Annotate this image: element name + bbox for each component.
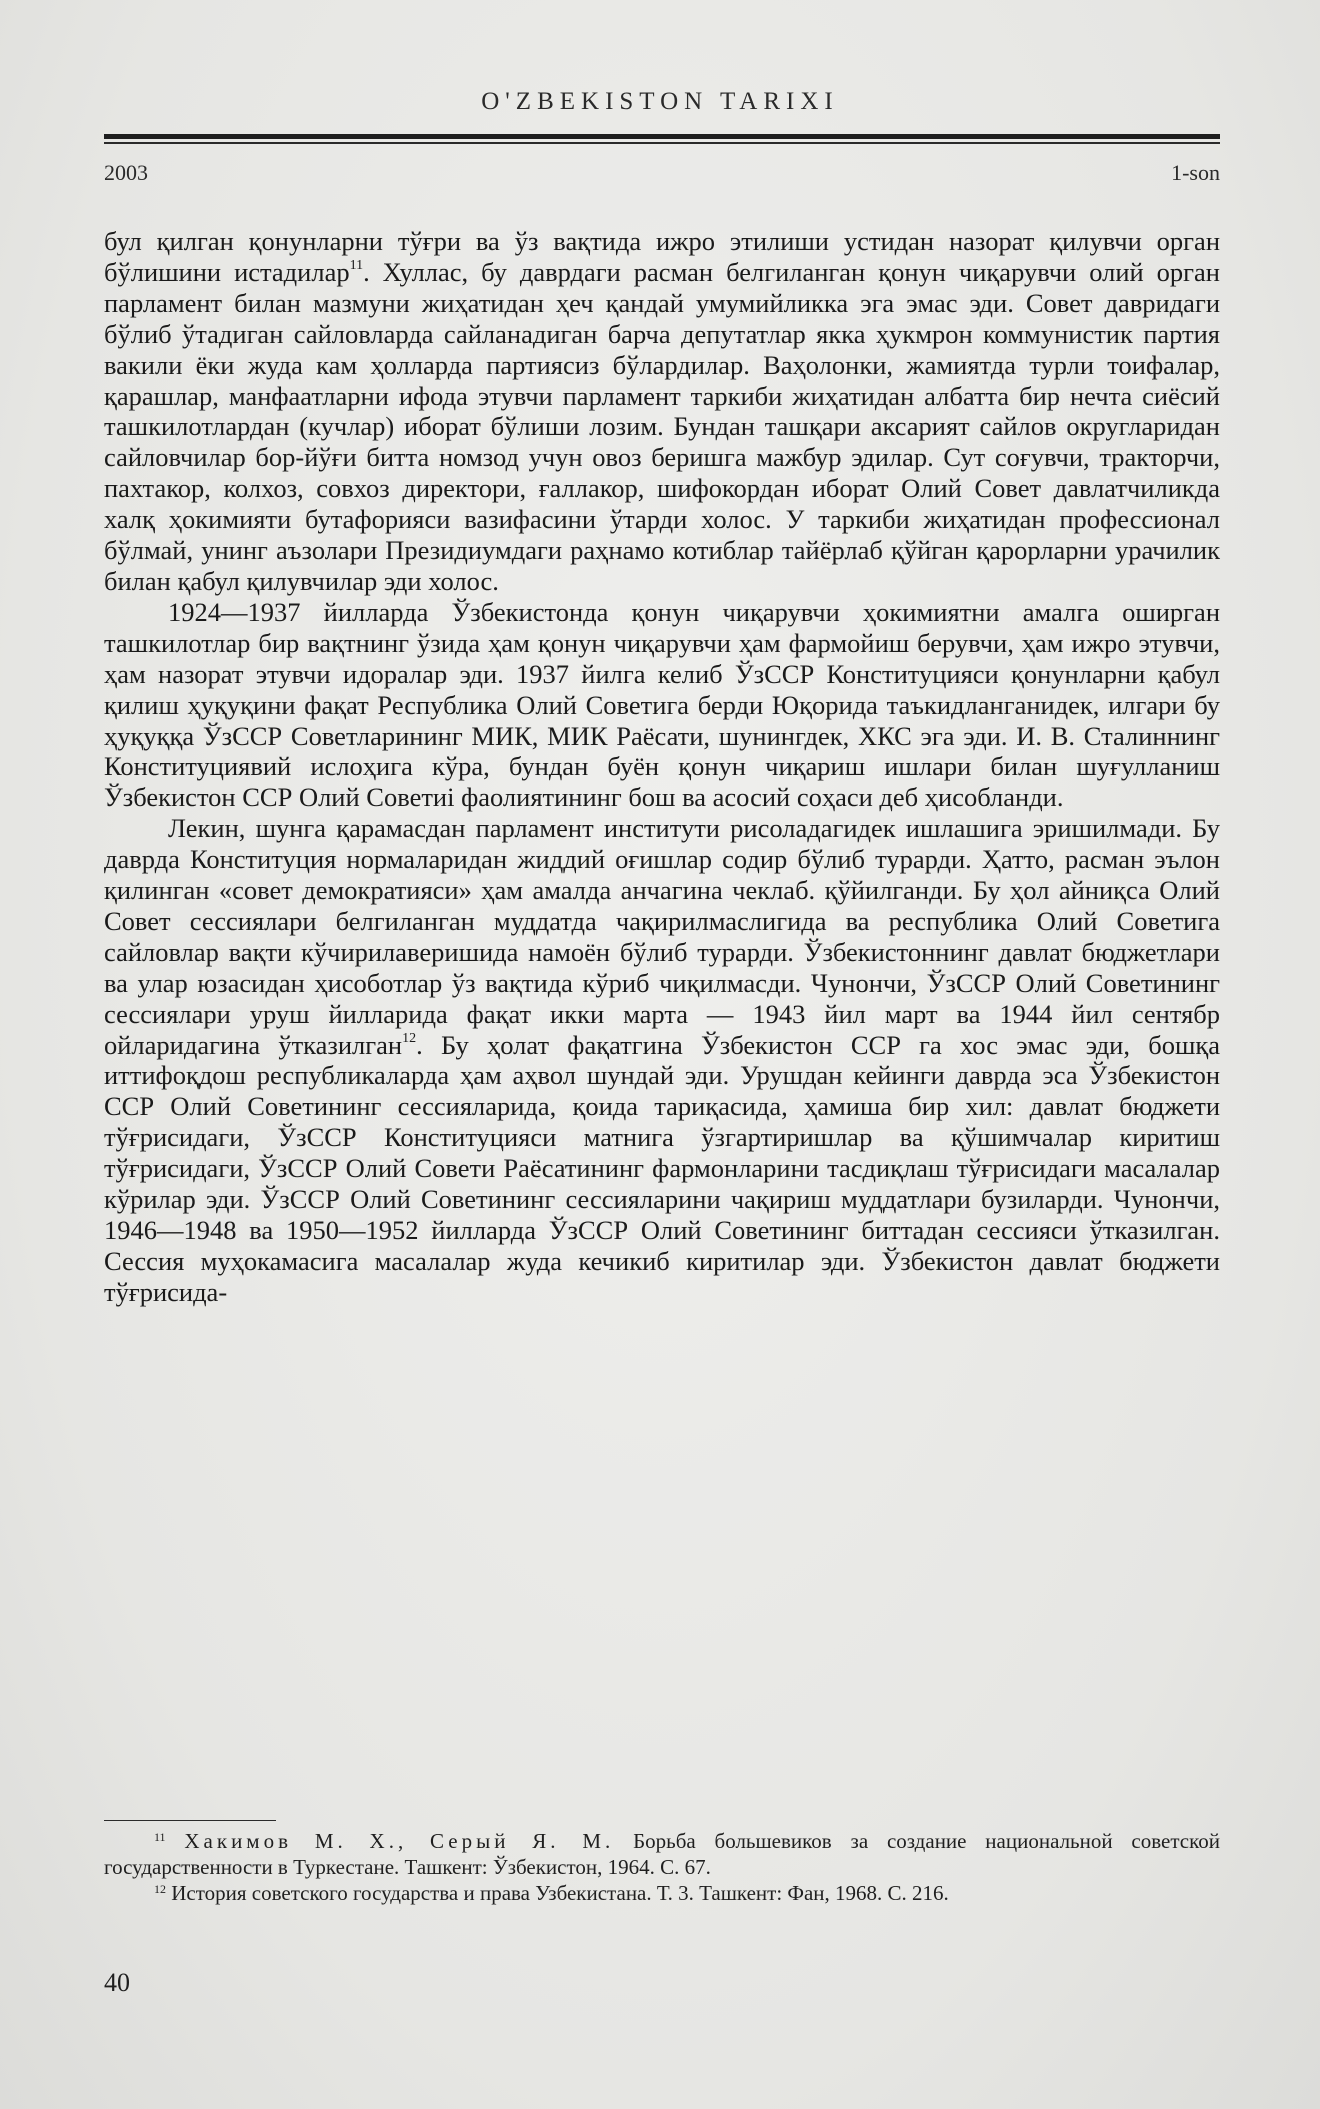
paragraph-2: 1924—1937 йилларда Ўзбекистонда қонун чиқарувчи ҳокимиятни амалга оширган ташкилотлар бир вақтнинг ўзида ҳам қонун чиқарувчи ҳам фармойиш берувчи, ҳам ижро этувчи, ҳам назорат этувчи идоралар эди. 1937 йилга келиб ЎзССР Конституцияси қонунларни қабул қилиш ҳуқуқини фақат Республика Олий Советига берди Юқорида таъкидланганидек, илгари бу ҳуқуққа ЎзССР Советларининг МИК, МИК Раёсати, шунингдек, ХКС эга эди. И. В. Сталиннинг Конституциявий ислоҳига кўра, бундан буён қонун чиқариш ишлари билан шуғулланиш Ўзбекистон ССР Олий Советиi фаолиятининг бош ва асосий соҳаси деб ҳисобланди. [104, 596, 1220, 813]
footnote-ref-11: 11 [349, 257, 364, 273]
paragraph-1-part-a: бул қилган қонунларни тўғри ва ўз вақтида ижро этилиши устидан назорат қилувчи орган бўлишини истадилар [104, 226, 1220, 287]
issue-number: 1-son [1171, 160, 1220, 185]
issue-year: 2003 [104, 160, 148, 185]
footnotes [104, 1828, 1220, 1906]
header-rule-thick [104, 134, 1220, 139]
paragraph-3-part-a: Лекин, шунга қарамасдан парламент институти рисоладагидек ишлашига эришилмади. Бу даврда Конституция нормаларидан жиддий оғишлар содир бўлиб турарди. Ҳатто, расман эълон қилинган «совет демократияси» ҳам амалда анчагина чеклаб. қўйилганди. Бу ҳол айниқса Олий Совет сессиялари белгиланган муддатда чақирилмаслигида ва республика Олий Советига сайловлар вақти кўчирилаверишида намоён бўлиб турарди. Ўзбекистоннинг давлат бюджетлари ва улар юзасидан ҳисоботлар ўз вақтида кўриб чиқилмасди. Чунончи, ЎзССР Олий Советининг сессиялари уруш йилларида фақат икки марта — 1943 йил март ва 1944 йил сентябр ойларидагина ўтказилган [104, 813, 1220, 1060]
journal-running-title: O'ZBEKISTON TARIXI [481, 88, 839, 115]
header-rule-thin [104, 142, 1220, 144]
footnote-11-text: Борьба большевиков за создание национальной советской государственности в Туркестане. Ташкент: Ўзбекистон, 1964. С. 67. [104, 1829, 1220, 1879]
paragraph-1-part-b: . Хуллас, бу даврдаги расман белгиланган қонун чиқарувчи олий орган парламент билан мазмуни жиҳатидан ҳеч қандай умумийликка эга эмас эди. Совет давридаги бўлиб ўтадиган сайловларда сайланадиган барча депутатлар якка ҳукмрон коммунистик партия вакили ёки жуда кам ҳолларда партиясиз бўлардилар. Ваҳолонки, жамиятда турли тоифалар, қарашлар, манфаатларни ифода этувчи парламент таркиби жиҳатидан албатта бир нечта сиёсий ташкилотлардан (кучлар) иборат бўлиши лозим. Бундан ташқари аксарият сайлов округларидан сайловчилар бор-йўғи битта номзод учун овоз беришга мажбур эдилар. Сут соғувчи, тракторчи, пахтакор, колхоз, совхоз директори, ғаллакор, шифокордан иборат Олий Совет давлатчиликда халқ ҳокимияти бутафорияси вазифасини ўтарди холос. У таркиби жиҳатидан профессионал бўлмай, унинг аъзолари Президиумдаги раҳнамо котиблар тайёрлаб қўйган қарорларни урачилик билан қабул қилувчилар эди холос. [104, 256, 1220, 596]
article-body [104, 226, 1220, 1308]
footnote-12 [104, 1880, 1220, 1906]
paragraph-1 [104, 226, 1220, 597]
paragraph-3 [104, 813, 1220, 1308]
footnote-12-text: История советского государства и права Узбекистана. Т. 3. Ташкент: Фан, 1968. С. 216. [166, 1881, 949, 1905]
footnote-11 [104, 1828, 1220, 1880]
footnote-11-number: 11 [154, 1830, 166, 1844]
page-number: 40 [104, 1968, 130, 1997]
footnote-ref-12: 12 [402, 1030, 417, 1046]
footnote-11-author: Хакимов М. Х., Серый Я. М. [184, 1829, 615, 1853]
footnote-separator [104, 1820, 276, 1821]
paragraph-3-part-b: . Бу ҳолат фақатгина Ўзбекистон ССР га хос эмас эди, бошқа иттифоқдош республикаларда ҳам аҳвол шундай эди. Урушдан кейинги даврда эса Ўзбекистон ССР Олий Советининг сессияларида, қоида тариқасида, ҳамиша бир хил: давлат бюджети тўғрисидаги, ЎзССР Конституцияси матнига ўзгартиришлар ва қўшимчалар киритиш тўғрисидаги, ЎзССР Олий Совети Раёсатининг фармонларини тасдиқлаш тўғрисидаги масалалар кўрилар эди. ЎзССР Олий Советининг сессияларини чақириш муддатлари бузиларди. Чунончи, 1946—1948 ва 1950—1952 йилларда ЎзССР Олий Советининг биттадан сессияси ўтказилган. Сессия муҳокамасига масалалар жуда кечикиб киритилар эди. Ўзбекистон давлат бюджети тўғрисида- [104, 1029, 1221, 1307]
footnote-12-number: 12 [154, 1882, 166, 1896]
